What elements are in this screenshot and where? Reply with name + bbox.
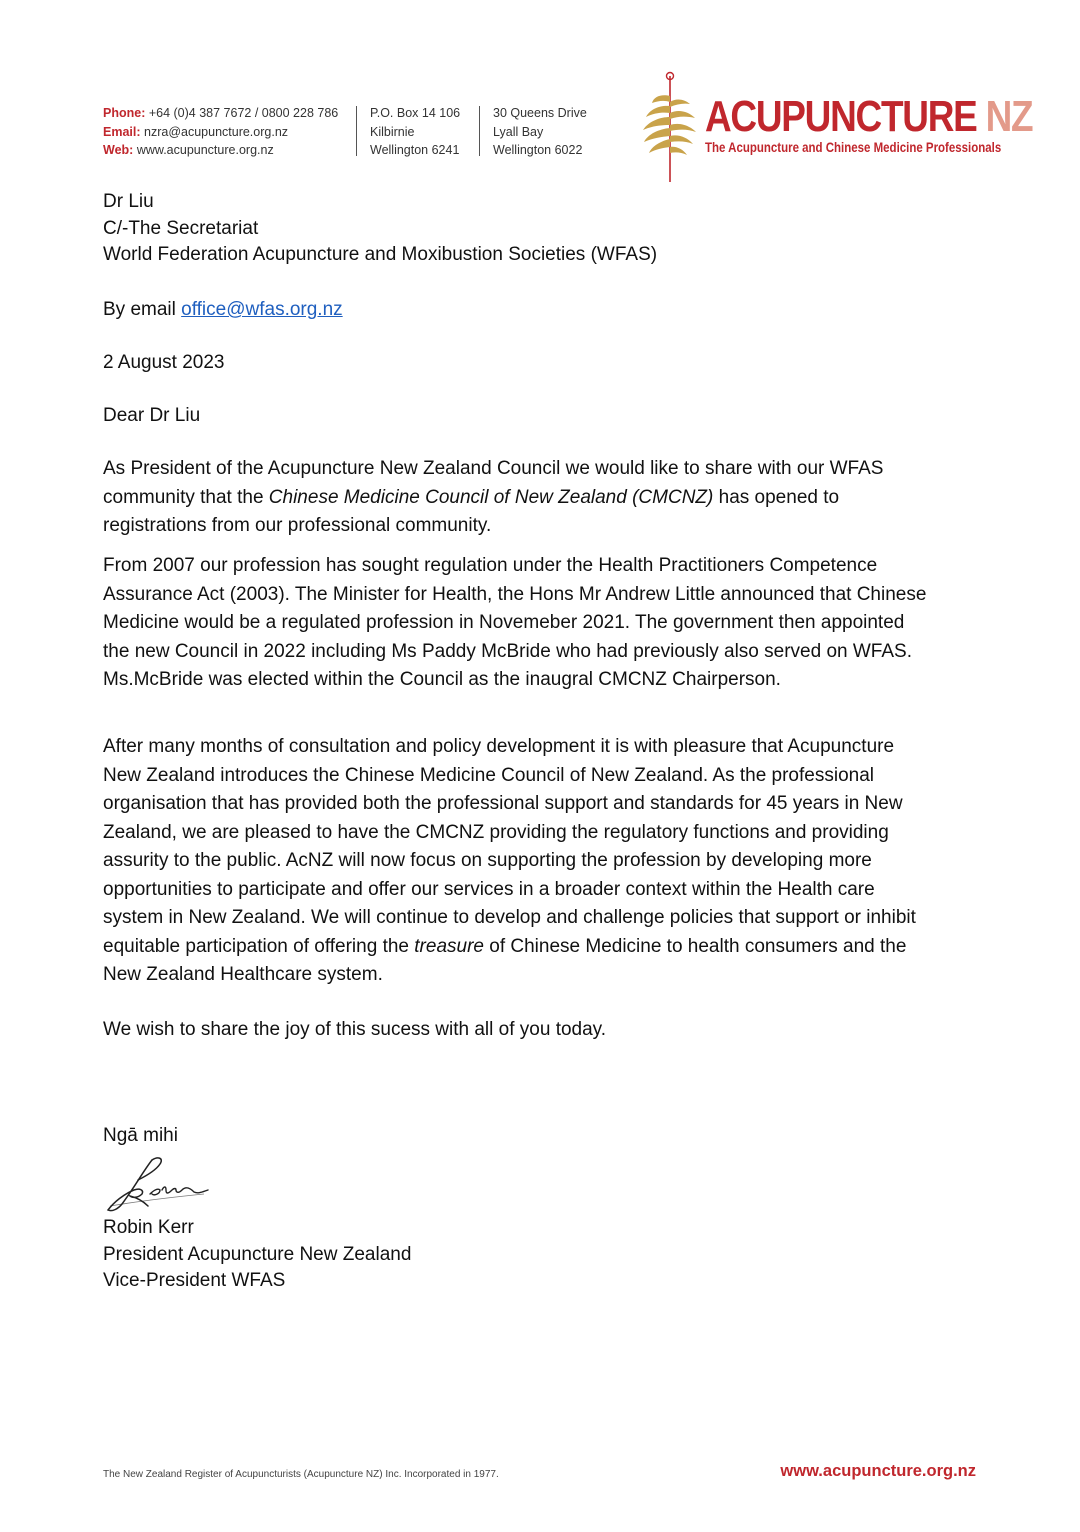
paragraph-3: [103, 733, 933, 990]
logo-title: [705, 93, 1032, 141]
web-label: Web:: [103, 143, 134, 157]
po-box-line: P.O. Box 14 106: [370, 106, 461, 120]
recipient-line: Dr Liu: [103, 191, 154, 212]
signer-name: Robin Kerr: [103, 1217, 194, 1238]
web-value: www.acupuncture.org.nz: [136, 143, 274, 157]
header-divider: [479, 106, 480, 156]
paragraph-1: [103, 455, 933, 541]
signature-image: [104, 1152, 214, 1216]
recipient-line: C/-The Secretariat: [103, 217, 259, 239]
paragraph-3-text: After many months of consultation and policy development it is with pleasure that Acupuncture New Zealand introduces the Chinese Medicine Council of New Zealand. As the professional organisation that has provided both the professional support and standards for 45 years in New Zealand, we are pleased to have the CMCNZ providing the regulatory functions and providing assurity to the public. AcNZ will now focus on supporting the profession by developing more opportunities to participate and offer our services in a broader context within the Health care system in New Zealand. We will continue to develop and challenge policies that support or inhibit equitable participation of offering the: [103, 736, 916, 957]
street-line: 30 Queens Drive: [493, 106, 587, 120]
closing: Ngā mihi: [103, 1125, 178, 1146]
phone-line: [103, 104, 338, 123]
signer-title: President Acupuncture New Zealand: [103, 1243, 412, 1265]
street-line: Wellington 6022: [493, 143, 583, 157]
fern-needle-icon: [640, 70, 700, 182]
po-box-line: Wellington 6241: [370, 143, 460, 157]
footer-incorporation: The New Zealand Register of Acupuncturists (Acupuncture NZ) Inc. Incorporated in 1977.: [103, 1469, 499, 1480]
paragraph-2: [103, 552, 933, 695]
salutation: Dear Dr Liu: [103, 405, 201, 426]
logo-subtitle: The Acupuncture and Chinese Medicine Professionals: [705, 139, 1002, 155]
footer-website-link[interactable]: www.acupuncture.org.nz: [780, 1462, 976, 1480]
paragraph-3-italic: treasure: [414, 935, 484, 957]
acupuncture-nz-logo: [640, 70, 1033, 185]
by-email-line: [103, 296, 933, 325]
header-divider: [356, 106, 357, 156]
paragraph-3-text: of Chinese Medicine to health consumers and the New Zealand Healthcare system.: [103, 935, 907, 985]
letter-date: 2 August 2023: [103, 352, 225, 373]
phone-value: +64 (0)4 387 7672 / 0800 228 786: [148, 106, 339, 120]
recipient-line: World Federation Acupuncture and Moxibustion Societies (WFAS): [103, 244, 658, 266]
email-link[interactable]: office@wfas.org.nz: [181, 299, 343, 320]
email-line: [103, 123, 338, 142]
paragraph-4: We wish to share the joy of this sucess with all of you today.: [103, 1019, 607, 1040]
paragraph-1-text: As President of the Acupuncture New Zealand Council we would like to share with our WFAS community that the: [103, 458, 884, 508]
paragraph-1-italic: Chinese Medicine Council of New Zealand (CMCNZ): [268, 486, 714, 508]
po-box-address: [370, 104, 460, 160]
email-value: nzra@acupuncture.org.nz: [144, 124, 289, 139]
street-line: Lyall Bay: [493, 124, 544, 139]
contact-block: [103, 104, 338, 160]
po-box-line: Kilbirnie: [370, 124, 415, 139]
web-line: [103, 141, 338, 160]
logo-title-main: ACUPUNCTURE: [705, 92, 977, 141]
logo-title-suffix: NZ: [985, 92, 1033, 141]
paragraph-2-text: From 2007 our profession has sought regulation under the Health Practitioners Competence Assurance Act (2003). The Minister for Health, the Hons Mr Andrew Little announced that Chinese Medicine would be a regulated profession in Novemeber 2021. The government then appointed the new Council in 2022 including Ms Paddy McBride who had previously also served on WFAS. Ms.McBride was elected within the Council as the inaugral CMCNZ Chairperson.: [103, 555, 927, 690]
paragraph-1-text: has opened to registrations from our professional community.: [103, 486, 840, 536]
email-label: Email:: [103, 124, 141, 139]
street-address: [493, 104, 587, 160]
signer-block: [103, 1215, 933, 1295]
phone-label: Phone:: [103, 106, 146, 120]
signer-title: Vice-President WFAS: [103, 1270, 286, 1292]
by-email-prefix: By email: [103, 299, 182, 320]
recipient-block: [103, 189, 933, 269]
